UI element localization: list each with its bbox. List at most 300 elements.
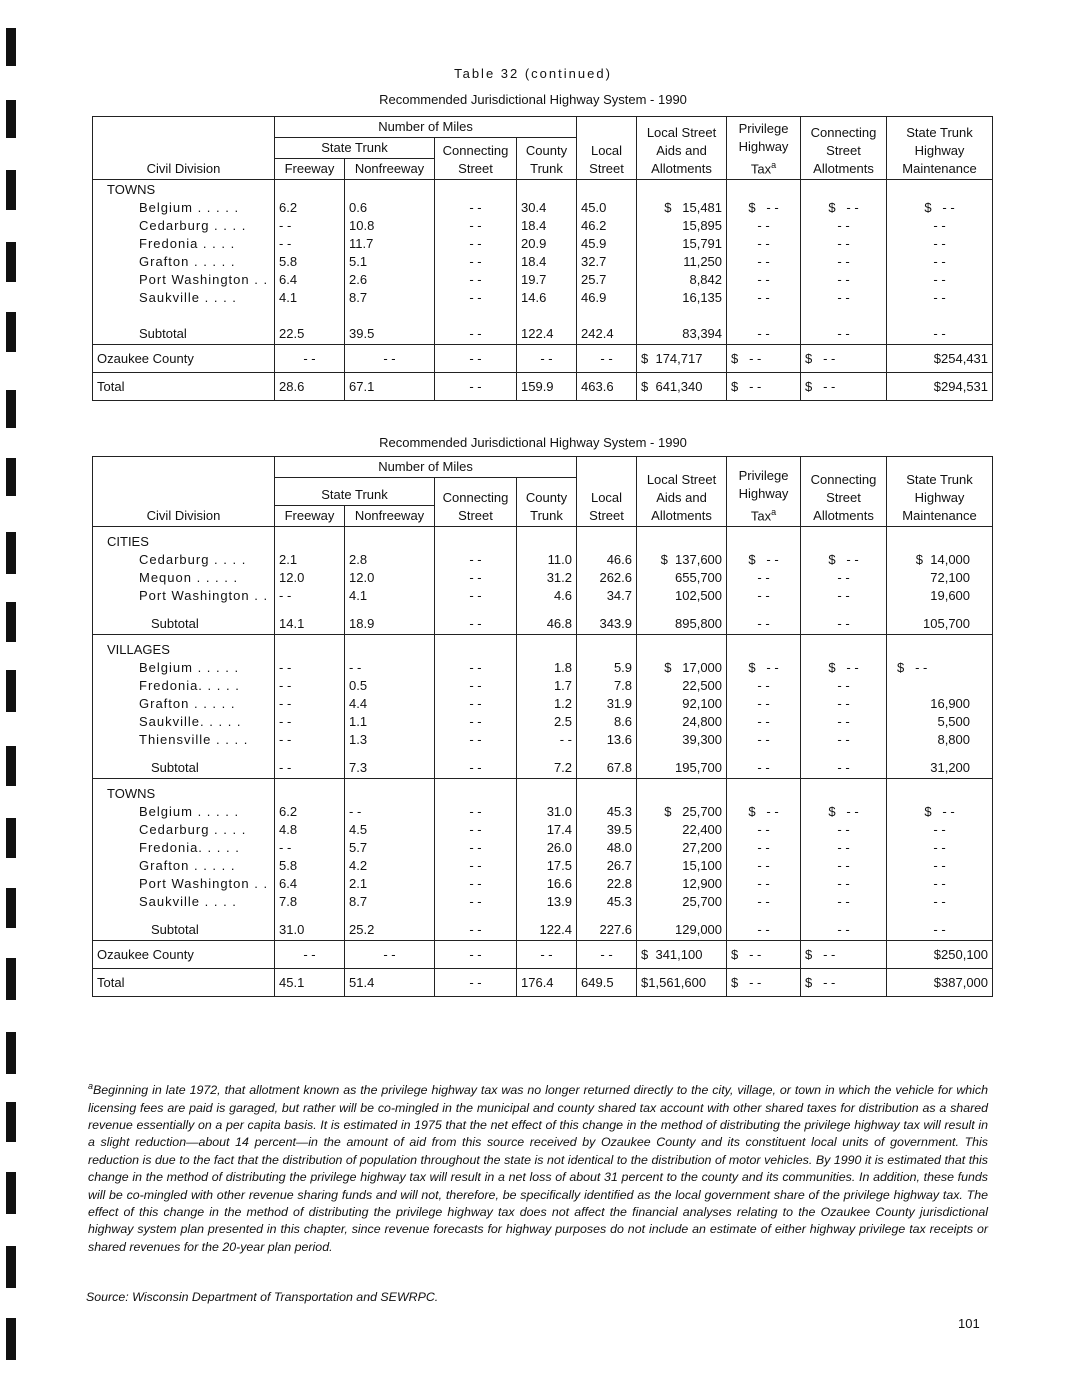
cell-value: - - bbox=[279, 714, 292, 729]
cell-value: 1.3 bbox=[349, 732, 368, 747]
cell-value: - - bbox=[279, 732, 292, 747]
local-street-column bbox=[577, 635, 637, 779]
cities-heading: CITIES bbox=[107, 534, 149, 549]
cell-value: 1.7 bbox=[553, 678, 573, 693]
cell-value: 105,700 bbox=[923, 616, 971, 631]
cell-value: $ 15,481 bbox=[664, 200, 723, 215]
cell-value: - - bbox=[435, 345, 517, 373]
cell-value: - - bbox=[837, 760, 850, 775]
county-trunk-column bbox=[517, 635, 577, 779]
cell-value: 4.2 bbox=[349, 858, 368, 873]
cell-value: 45.3 bbox=[606, 894, 633, 909]
cell-value: $ - - bbox=[727, 345, 801, 373]
cell-value: $ - - bbox=[748, 200, 779, 215]
cell-value: 2.6 bbox=[349, 272, 368, 287]
civil-division-name: Cedarburg . . . . bbox=[139, 218, 247, 233]
privilege-column bbox=[727, 779, 801, 941]
cell-value: - - bbox=[837, 254, 850, 269]
freeway-column bbox=[275, 180, 345, 345]
binder-mark bbox=[6, 458, 16, 496]
cell-value: - - bbox=[933, 254, 946, 269]
aids-column bbox=[637, 527, 727, 635]
footnote-marker: a bbox=[771, 506, 777, 517]
civil-division-name: Port Washington . . bbox=[139, 876, 269, 891]
cell-value: $ - - bbox=[924, 200, 955, 215]
cell-value: 11.0 bbox=[547, 552, 573, 567]
cell-value: 31,200 bbox=[930, 760, 971, 775]
civil-division-name: Fredonia. . . . . bbox=[139, 840, 240, 855]
civil-division-name: Grafton . . . . . bbox=[139, 254, 236, 269]
cell-value: 72,100 bbox=[930, 570, 971, 585]
nonfreeway-column bbox=[345, 779, 435, 941]
allotments-column bbox=[801, 527, 887, 635]
cell-value: 45.9 bbox=[581, 236, 607, 251]
county-trunk-column bbox=[517, 180, 577, 345]
cell-value: - - bbox=[837, 678, 850, 693]
table-row bbox=[93, 941, 993, 969]
cell-value: 45.0 bbox=[581, 200, 607, 215]
cell-value: 5.8 bbox=[279, 254, 298, 269]
civil-division-name: Saukville . . . . bbox=[139, 894, 237, 909]
towns-heading: TOWNS bbox=[107, 786, 156, 801]
cell-value: - - bbox=[469, 290, 482, 305]
cell-value: 46.9 bbox=[581, 290, 607, 305]
cell-value: 5.7 bbox=[349, 840, 368, 855]
cell-value: - - bbox=[933, 858, 946, 873]
civil-division-name: Saukville . . . . bbox=[139, 290, 237, 305]
page-number: 101 bbox=[958, 1316, 980, 1331]
cell-value: $ 137,600 bbox=[660, 552, 723, 567]
civil-division-name: Fredonia. . . . . bbox=[139, 678, 240, 693]
cell-value: 2.1 bbox=[349, 876, 368, 891]
cell-value: 34.7 bbox=[606, 588, 633, 603]
cell-value: 122.4 bbox=[521, 326, 554, 341]
cell-value: $250,100 bbox=[887, 941, 993, 969]
cell-value: 46.2 bbox=[581, 218, 607, 233]
cell-value: - - bbox=[279, 840, 292, 855]
cell-value: - - bbox=[933, 218, 946, 233]
cell-value: $294,531 bbox=[887, 373, 993, 401]
cell-value: - - bbox=[349, 660, 362, 675]
cell-value: $1,561,600 bbox=[637, 969, 727, 997]
cell-value: 195,700 bbox=[675, 760, 723, 775]
cell-value: 4.6 bbox=[553, 588, 573, 603]
aids-column bbox=[637, 779, 727, 941]
cell-value: 46.6 bbox=[606, 552, 633, 567]
cell-value: - - bbox=[837, 290, 850, 305]
civil-division-name: Thiensville . . . . bbox=[139, 732, 249, 747]
civil-division-name: Grafton . . . . . bbox=[139, 858, 236, 873]
binder-mark bbox=[6, 28, 16, 66]
cell-value: $ - - bbox=[748, 804, 779, 819]
civil-division-name: Belgium . . . . . bbox=[139, 804, 240, 819]
cell-value: 14.6 bbox=[521, 290, 547, 305]
cell-value: - - bbox=[469, 254, 482, 269]
binder-mark bbox=[6, 602, 16, 642]
header-nonfreeway: Nonfreeway bbox=[345, 159, 435, 180]
cell-value: 227.6 bbox=[599, 922, 633, 937]
header-connecting-street: Connecting Street bbox=[435, 478, 517, 527]
connecting-column bbox=[435, 180, 517, 345]
cell-value: 5.8 bbox=[279, 858, 298, 873]
subtotal-label: Subtotal bbox=[151, 922, 199, 937]
cell-value: 10.8 bbox=[349, 218, 375, 233]
cell-value: - - bbox=[757, 272, 770, 287]
freeway-column bbox=[275, 635, 345, 779]
cell-value: 12.0 bbox=[349, 570, 375, 585]
cell-value: 12,900 bbox=[682, 876, 723, 891]
header-civil-division: Civil Division bbox=[93, 457, 275, 527]
header-privilege-tax bbox=[727, 117, 801, 180]
cell-value: - - bbox=[469, 858, 482, 873]
cell-value: $ - - bbox=[748, 660, 779, 675]
cell-value: - - bbox=[469, 200, 482, 215]
cell-value: - - bbox=[279, 236, 292, 251]
local-street-column bbox=[577, 779, 637, 941]
cell-value: 343.9 bbox=[599, 616, 633, 631]
allotments-column bbox=[801, 180, 887, 345]
cell-value: 18.9 bbox=[349, 616, 375, 631]
footnote-marker: a bbox=[88, 1081, 94, 1091]
cell-value: 39.5 bbox=[606, 822, 633, 837]
cell-value: 19,600 bbox=[930, 588, 971, 603]
footnote bbox=[88, 1078, 988, 1256]
cell-value: 649.5 bbox=[577, 969, 637, 997]
cell-value: 4.4 bbox=[349, 696, 368, 711]
header-state-trunk: State Trunk bbox=[275, 138, 435, 159]
subtotal-label: Subtotal bbox=[151, 760, 199, 775]
cell-value: - - bbox=[837, 922, 850, 937]
cell-value: - - bbox=[469, 714, 482, 729]
cell-value: - - bbox=[469, 922, 482, 937]
cell-value: 46.8 bbox=[546, 616, 573, 631]
cell-value: 8.7 bbox=[349, 894, 368, 909]
cell-value: 48.0 bbox=[606, 840, 633, 855]
civil-division-name: Port Washington . . bbox=[139, 588, 269, 603]
binder-mark bbox=[6, 390, 16, 428]
cell-value: 16.6 bbox=[546, 876, 573, 891]
cell-value: 12.0 bbox=[279, 570, 305, 585]
maintenance-column bbox=[887, 779, 993, 941]
cell-value: - - bbox=[275, 941, 345, 969]
cell-value: 22.5 bbox=[279, 326, 305, 341]
cell-value: - - bbox=[837, 570, 850, 585]
cell-value: - - bbox=[559, 732, 573, 747]
cell-value: 242.4 bbox=[581, 326, 614, 341]
binder-mark bbox=[6, 888, 16, 928]
cell-value: - - bbox=[517, 345, 577, 373]
header-local-street: Local Street bbox=[577, 117, 637, 180]
table2 bbox=[92, 456, 993, 997]
binder-mark bbox=[6, 312, 16, 352]
header-privilege-tax bbox=[727, 457, 801, 527]
cell-value: 28.6 bbox=[275, 373, 345, 401]
cell-value: - - bbox=[837, 218, 850, 233]
cell-value: 262.6 bbox=[599, 570, 633, 585]
cell-value: - - bbox=[933, 236, 946, 251]
row-label: Total bbox=[93, 373, 275, 401]
villages-heading: VILLAGES bbox=[107, 642, 170, 657]
cell-value: $ 17,000 bbox=[664, 660, 723, 675]
cell-value: $ - - bbox=[828, 804, 859, 819]
cell-value: $ 25,700 bbox=[664, 804, 723, 819]
cell-value: - - bbox=[469, 732, 482, 747]
civil-division-name: Belgium . . . . . bbox=[139, 660, 240, 675]
cell-value: 92,100 bbox=[682, 696, 723, 711]
header-state-trunk-maintenance: State Trunk Highway Maintenance bbox=[887, 117, 993, 180]
cell-value: 67.8 bbox=[606, 760, 633, 775]
cell-value: 18.4 bbox=[521, 254, 547, 269]
cell-value: - - bbox=[837, 840, 850, 855]
cell-value: - - bbox=[469, 326, 482, 341]
cell-value: - - bbox=[469, 760, 482, 775]
cell-value: 895,800 bbox=[675, 616, 723, 631]
header-county-trunk: County Trunk bbox=[517, 138, 577, 180]
cell-value: 2.5 bbox=[553, 714, 573, 729]
cell-value: 6.4 bbox=[279, 876, 298, 891]
county-trunk-column bbox=[517, 527, 577, 635]
cell-value: 30.4 bbox=[521, 200, 547, 215]
cell-value: 5.1 bbox=[349, 254, 368, 269]
cell-value: - - bbox=[933, 840, 946, 855]
cell-value: 39.5 bbox=[349, 326, 375, 341]
footnote-text: Beginning in late 1972, that allotment known as the privilege highway tax was no longer returned directly to the city, village, or town in which the vehicle for which licensing fees are paid is garaged, but rather will be co-mingled in the municipal and county shared tax account with other shared taxes for distribution as a shared revenue essentially on a per capita basis. It is estimated in 1975 that the net effect of this change in the method of distributing the privilege highway tax will result in a slight reduction—about 14 percent—in the amount of aid from this source received by Ozaukee County and its constituent local units of government. This reduction is due to the fact that the distribution of population throughout the state is not identical to the distribution of motor vehicles. By 1990 it is estimated that this change in the method of distributing the privilege highway tax will result in a net loss of about 31 percent to the county and its communities. In addition, these funds will be co-mingled with other revenue sharing funds and will not, therefore, be specifically identified as the local government share of the privilege highway tax. The effect of this change in the method of distributing the privilege highway tax does not affect the financial analyses relating to the Ozaukee County jurisdictional highway system plan presented in this chapter, since revenue forecasts for highway purposes do not include an estimate of either highway privilege tax receipts or shared revenues for the 20-year plan period. bbox=[88, 1083, 988, 1254]
cell-value: $ - - bbox=[801, 941, 887, 969]
header-local-street-aids: Local Street Aids and Allotments bbox=[637, 457, 727, 527]
source-note: Source: Wisconsin Department of Transportation and SEWRPC. bbox=[86, 1290, 439, 1304]
cell-value: - - bbox=[757, 678, 770, 693]
cell-value: - - bbox=[757, 236, 770, 251]
cell-value: $ - - bbox=[801, 373, 887, 401]
cell-value: 6.4 bbox=[279, 272, 298, 287]
cell-value: 176.4 bbox=[517, 969, 577, 997]
cell-value: - - bbox=[837, 894, 850, 909]
cell-value: 18.4 bbox=[521, 218, 547, 233]
cell-value: - - bbox=[435, 373, 517, 401]
cell-value: - - bbox=[469, 840, 482, 855]
civil-division-name: Port Washington . . bbox=[139, 272, 269, 287]
cell-value: 45.3 bbox=[606, 804, 633, 819]
cell-value: - - bbox=[279, 218, 292, 233]
cell-value: - - bbox=[933, 290, 946, 305]
cell-value: 0.6 bbox=[349, 200, 368, 215]
header-state-trunk: State Trunk bbox=[275, 478, 435, 506]
cell-value: - - bbox=[757, 616, 770, 631]
cell-value: $ - - bbox=[727, 941, 801, 969]
cell-value: - - bbox=[279, 678, 292, 693]
cell-value: 122.4 bbox=[539, 922, 573, 937]
cell-value: $ - - bbox=[897, 660, 928, 675]
table1-title: Recommended Jurisdictional Highway System - 1990 bbox=[379, 92, 687, 107]
cell-value: 13.9 bbox=[546, 894, 573, 909]
cell-value: 26.0 bbox=[546, 840, 573, 855]
cell-value: 2.8 bbox=[349, 552, 368, 567]
cell-value: - - bbox=[757, 760, 770, 775]
binder-mark bbox=[6, 1032, 16, 1074]
towns-group bbox=[93, 779, 993, 941]
cell-value: - - bbox=[469, 660, 482, 675]
header-freeway: Freeway bbox=[275, 506, 345, 527]
cell-value: - - bbox=[757, 876, 770, 891]
cell-value: $ - - bbox=[828, 552, 859, 567]
civil-division-name: Grafton . . . . . bbox=[139, 696, 236, 711]
towns-heading: TOWNS bbox=[107, 182, 156, 197]
cell-value: - - bbox=[933, 326, 946, 341]
cell-value: 39,300 bbox=[682, 732, 723, 747]
cell-value: 25.2 bbox=[349, 922, 375, 937]
cell-value: - - bbox=[837, 858, 850, 873]
cell-value: 22,500 bbox=[682, 678, 723, 693]
cell-value: $ - - bbox=[828, 200, 859, 215]
cell-value: 45.1 bbox=[275, 969, 345, 997]
cell-value: 15,100 bbox=[682, 858, 723, 873]
cell-value: 16,900 bbox=[930, 696, 971, 711]
aids-column bbox=[637, 635, 727, 779]
cell-value: - - bbox=[275, 345, 345, 373]
row-label: Ozaukee County bbox=[93, 941, 275, 969]
cell-value: - - bbox=[279, 588, 292, 603]
cell-value: 26.7 bbox=[606, 858, 633, 873]
nonfreeway-column bbox=[345, 527, 435, 635]
cell-value: 25,700 bbox=[682, 894, 723, 909]
civil-division-name: Cedarburg . . . . bbox=[139, 822, 247, 837]
cell-value: 8.6 bbox=[613, 714, 633, 729]
cell-value: 31.0 bbox=[279, 922, 305, 937]
cell-value: 22,400 bbox=[682, 822, 723, 837]
cell-value: 17.4 bbox=[546, 822, 573, 837]
table-caption: Table 32 (continued) bbox=[454, 66, 612, 81]
cell-value: - - bbox=[757, 732, 770, 747]
nonfreeway-column bbox=[345, 180, 435, 345]
cell-value: 463.6 bbox=[577, 373, 637, 401]
cell-value: - - bbox=[757, 218, 770, 233]
villages-group bbox=[93, 635, 993, 779]
cell-value: - - bbox=[469, 570, 482, 585]
cell-value: - - bbox=[469, 272, 482, 287]
allotments-column bbox=[801, 779, 887, 941]
header-number-of-miles: Number of Miles bbox=[275, 117, 577, 138]
header-connecting-street: Connecting Street bbox=[435, 138, 517, 180]
cell-value: $ 14,000 bbox=[915, 552, 971, 567]
cell-value: 7.8 bbox=[613, 678, 633, 693]
maintenance-column bbox=[887, 180, 993, 345]
cell-value: - - bbox=[279, 696, 292, 711]
privilege-tax-label: Privilege Highway Tax bbox=[738, 120, 789, 176]
cell-value: - - bbox=[933, 822, 946, 837]
connecting-column bbox=[435, 527, 517, 635]
header-freeway: Freeway bbox=[275, 159, 345, 180]
cell-value: - - bbox=[837, 326, 850, 341]
cell-value: - - bbox=[469, 218, 482, 233]
cell-value: - - bbox=[837, 732, 850, 747]
cell-value: 24,800 bbox=[682, 714, 723, 729]
cell-value: 13.6 bbox=[606, 732, 633, 747]
subtotal-label: Subtotal bbox=[151, 616, 199, 631]
cell-value: - - bbox=[757, 696, 770, 711]
cell-value: - - bbox=[933, 876, 946, 891]
cell-value: - - bbox=[279, 760, 292, 775]
binder-mark bbox=[6, 1102, 16, 1142]
cell-value: - - bbox=[837, 616, 850, 631]
cell-value: 22.8 bbox=[606, 876, 633, 891]
cell-value: - - bbox=[757, 326, 770, 341]
cell-value: - - bbox=[837, 236, 850, 251]
cell-value: 31.2 bbox=[546, 570, 573, 585]
privilege-column bbox=[727, 635, 801, 779]
cell-value: 20.9 bbox=[521, 236, 547, 251]
binder-mark bbox=[6, 1318, 16, 1360]
table1 bbox=[92, 116, 993, 401]
cell-value: - - bbox=[837, 876, 850, 891]
cell-value: - - bbox=[469, 588, 482, 603]
cell-value: - - bbox=[757, 254, 770, 269]
header-local-street-aids: Local Street Aids and Allotments bbox=[637, 117, 727, 180]
cell-value: 129,000 bbox=[675, 922, 723, 937]
cell-value: 102,500 bbox=[675, 588, 723, 603]
cell-value: - - bbox=[469, 822, 482, 837]
cities-group bbox=[93, 527, 993, 635]
cell-value: 27,200 bbox=[682, 840, 723, 855]
cell-value: 1.8 bbox=[553, 660, 573, 675]
cell-value: - - bbox=[757, 840, 770, 855]
cell-value: 5,500 bbox=[937, 714, 971, 729]
aids-column bbox=[637, 180, 727, 345]
local-street-column bbox=[577, 527, 637, 635]
cell-value: - - bbox=[345, 941, 435, 969]
binder-mark bbox=[6, 1246, 16, 1288]
cell-value: $ - - bbox=[924, 804, 955, 819]
connecting-column bbox=[435, 635, 517, 779]
cell-value: - - bbox=[757, 822, 770, 837]
cell-value: $ - - bbox=[748, 552, 779, 567]
cell-value: 16,135 bbox=[682, 290, 723, 305]
table-row bbox=[93, 373, 993, 401]
cell-value bbox=[891, 677, 970, 695]
nonfreeway-column bbox=[345, 635, 435, 779]
cell-value: 4.1 bbox=[349, 588, 368, 603]
cell-value: - - bbox=[837, 696, 850, 711]
civil-division-name: Belgium . . . . . bbox=[139, 200, 240, 215]
binder-mark bbox=[6, 170, 16, 210]
cell-value: 6.2 bbox=[279, 804, 298, 819]
allotments-column bbox=[801, 635, 887, 779]
binder-mark bbox=[6, 532, 16, 574]
cell-value: 83,394 bbox=[682, 326, 723, 341]
cell-value: - - bbox=[435, 969, 517, 997]
cell-value: $ - - bbox=[801, 969, 887, 997]
cell-value: 17.5 bbox=[546, 858, 573, 873]
privilege-column bbox=[727, 527, 801, 635]
cell-value: - - bbox=[469, 236, 482, 251]
row-label: Ozaukee County bbox=[93, 345, 275, 373]
header-number-of-miles: Number of Miles bbox=[275, 457, 577, 478]
cell-value: - - bbox=[469, 678, 482, 693]
cell-value: - - bbox=[933, 894, 946, 909]
cell-value: 11.7 bbox=[349, 236, 374, 251]
cell-value: 4.5 bbox=[349, 822, 368, 837]
binder-mark bbox=[6, 242, 16, 282]
cell-value: - - bbox=[933, 922, 946, 937]
freeway-column bbox=[275, 527, 345, 635]
cell-value: 6.2 bbox=[279, 200, 298, 215]
cell-value: 15,791 bbox=[682, 236, 723, 251]
cell-value: 1.2 bbox=[553, 696, 573, 711]
binder-mark bbox=[6, 818, 16, 858]
binder-mark bbox=[6, 670, 16, 712]
connecting-column bbox=[435, 779, 517, 941]
cell-value: - - bbox=[435, 941, 517, 969]
cell-value: - - bbox=[349, 804, 362, 819]
